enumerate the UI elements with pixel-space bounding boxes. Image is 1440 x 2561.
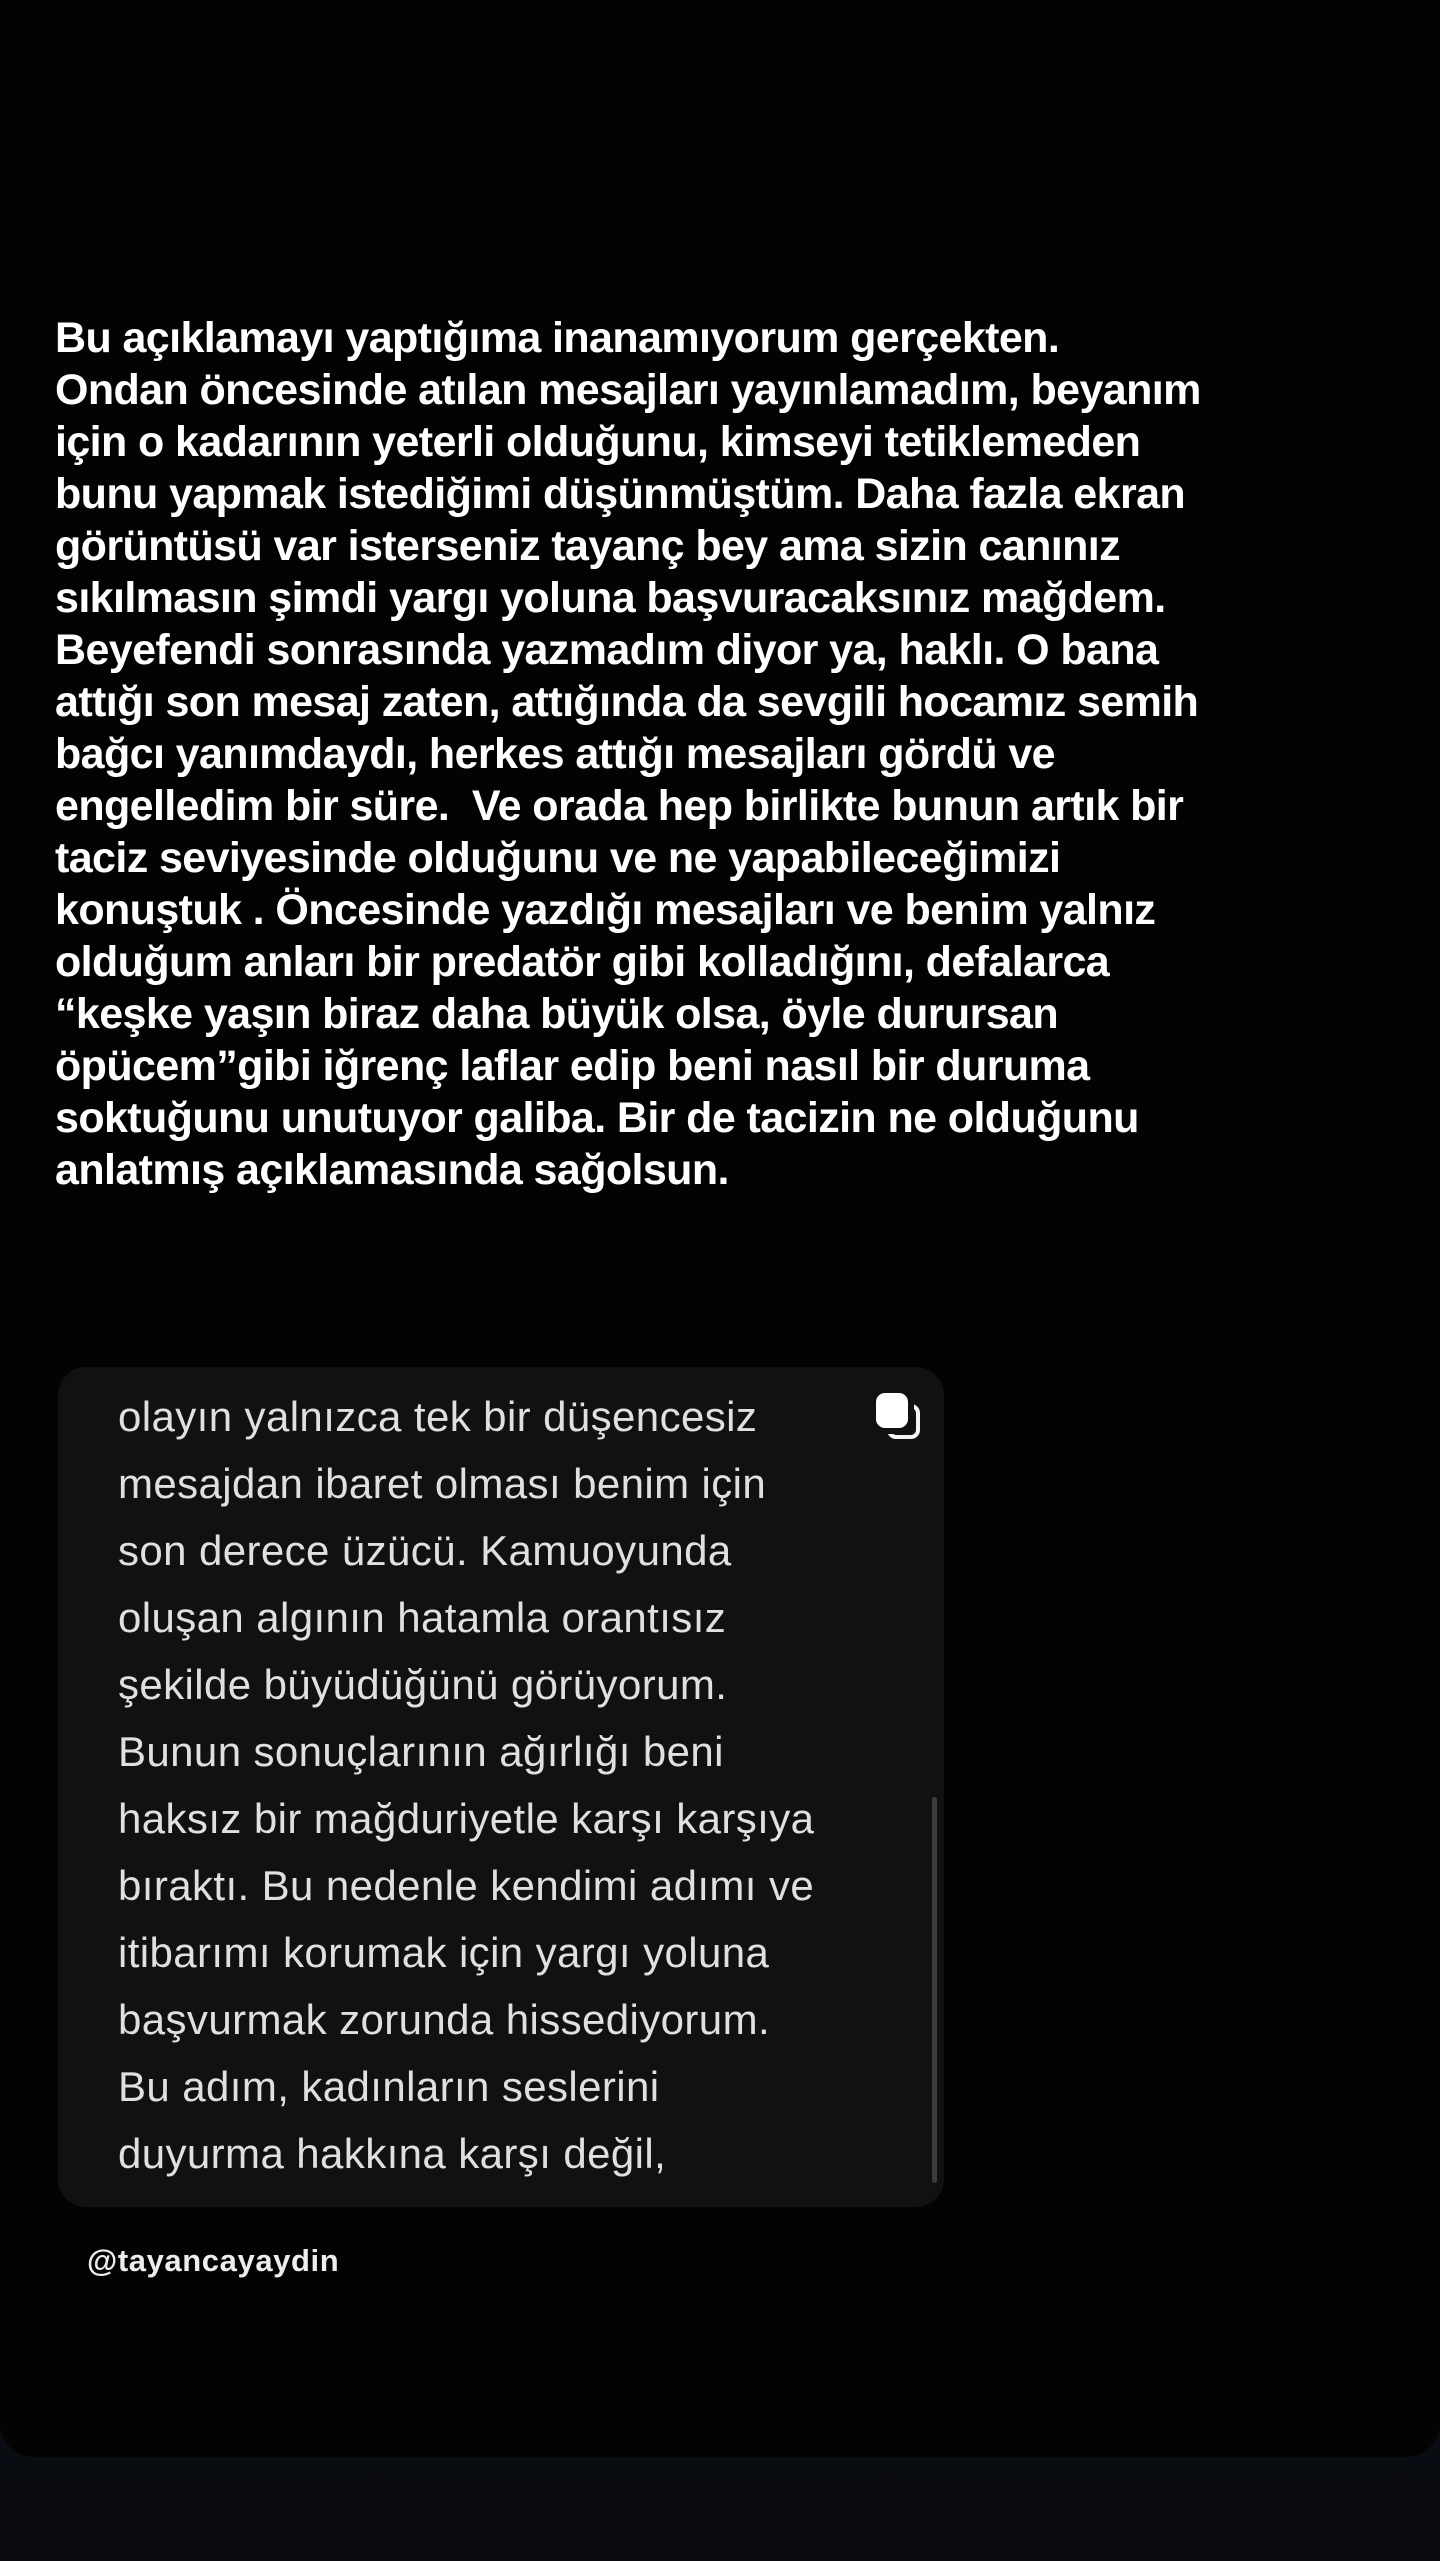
quoted-statement-line: bıraktı. Bu nedenle kendimi adımı ve [118,1862,815,1909]
statement-line: görüntüsü var isterseniz tayanç bey ama sizin canınız [55,522,1121,570]
quoted-statement-line: başvurmak zorunda hissediyorum. [118,1996,771,2043]
statement-line: attığı son mesaj zaten, attığında da sevgili hocamız semih [55,678,1199,726]
quoted-statement-line: mesajdan ibaret olması benim için [118,1460,767,1507]
statement-line: taciz seviyesinde olduğunu ve ne yapabileceğimizi [55,834,1061,882]
statement-line: soktuğunu unutuyor galiba. Bir de tacizin ne olduğunu [55,1094,1139,1142]
quoted-statement-screenshot [58,1367,944,2207]
quote-scrollbar [932,1797,937,2183]
quoted-statement-line: olayın yalnızca tek bir düşencesiz [118,1393,758,1440]
statement-line: Beyefendi sonrasında yazmadım diyor ya, haklı. O bana [55,626,1159,674]
statement-line: sıkılmasın şimdi yargı yoluna başvuracaksınız mağdem. [55,574,1166,622]
statement-line: için o kadarının yeterli olduğunu, kimseyi tetiklemeden [55,418,1141,466]
statement-line: konuştuk . Öncesinde yazdığı mesajları ve benim yalnız [55,886,1156,934]
quoted-statement-line: itibarımı korumak için yargı yoluna [118,1929,770,1976]
quoted-statement-line: son derece üzücü. Kamuoyunda [118,1527,732,1574]
statement-line: öpücem”gibi iğrenç laflar edip beni nasıl bir duruma [55,1042,1090,1090]
quoted-statement-text [118,1383,888,2187]
statement-line: Bu açıklamayı yaptığıma inanamıyorum gerçekten. [55,314,1060,362]
statement-line: engelledim bir süre. Ve orada hep birlikte bunun artık bir [55,782,1184,830]
quoted-statement-line: oluşan algının hatamla orantısız [118,1594,727,1641]
layers-copy-icon-front [876,1393,908,1428]
statement-line: bağcı yanımdaydı, herkes attığı mesajları gördü ve [55,730,1055,778]
statement-line: “keşke yaşın biraz daha büyük olsa, öyle durursan [55,990,1058,1038]
statement-line: olduğum anları bir predatör gibi kolladığını, defalarca [55,938,1110,986]
statement-line: Ondan öncesinde atılan mesajları yayınlamadım, beyanım [55,366,1201,414]
statement-text [55,312,1405,1196]
quoted-statement-line: haksız bir mağduriyetle karşı karşıya [118,1795,815,1842]
layers-copy-icon [876,1393,922,1439]
mention-tag[interactable]: @tayancayaydin [87,2243,340,2278]
quoted-statement-line: Bunun sonuçlarının ağırlığı beni [118,1728,724,1775]
statement-line: bunu yapmak istediğimi düşünmüştüm. Daha fazla ekran [55,470,1186,518]
quoted-statement-line: şekilde büyüdüğünü görüyorum. [118,1661,728,1708]
quoted-statement-line: Bu adım, kadınların seslerini [118,2063,660,2110]
statement-line: anlatmış açıklamasında sağolsun. [55,1146,729,1194]
quoted-statement-line: duyurma hakkına karşı değil, [118,2130,667,2177]
